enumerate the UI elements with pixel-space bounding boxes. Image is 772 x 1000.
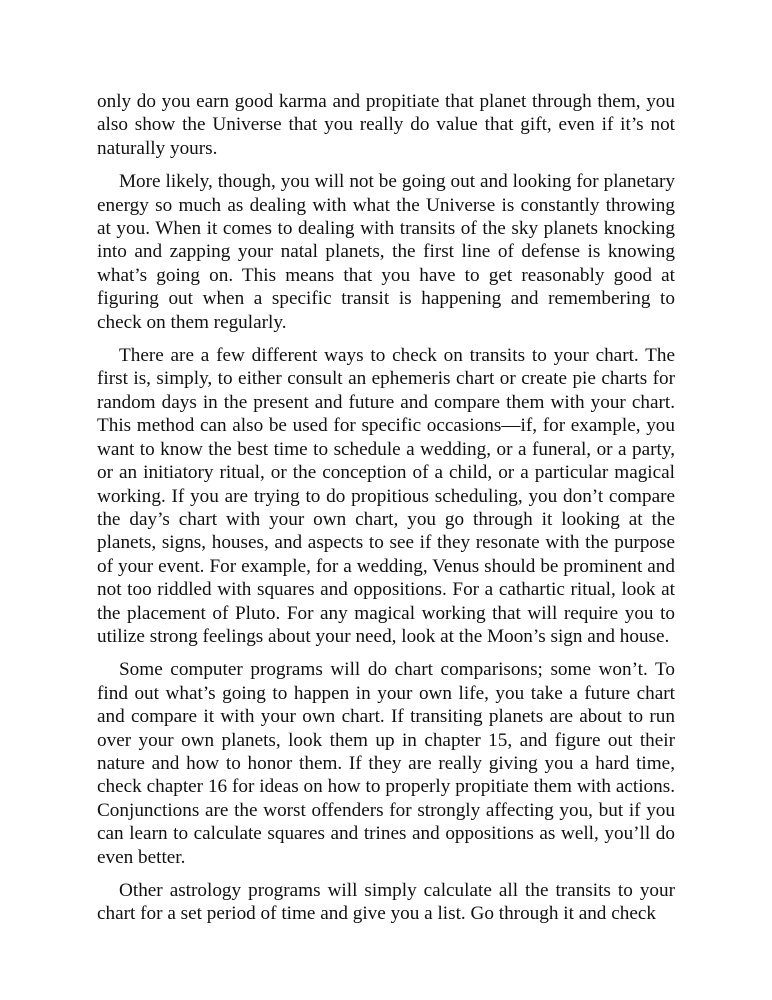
paragraph-planetary-energy: More likely, though, you will not be going out and looking for planetary energy so much as dealing with what the Universe is constantly throwing at you. When it comes to dealing with transits of the sky planets knocking into and zapping your natal planets, the first line of defense is knowing what’s going on. This means that you have to get reasonably good at figuring out when a specific transit is happening and remembering to check on them regularly. <box>97 171 675 333</box>
paragraph-chart-comparisons: Some computer programs will do chart comparisons; some won’t. To find out what’s going to happen in your own life, you take a future chart and compare it with your own chart. If transiting planets are about to run over your own planets, look them up in chapter 15, and figure out their nature and how to honor them. If they are really giving you a hard time, check chapter 16 for ideas on how to properly propitiate them with actions. Conjunctions are the worst offenders for strongly affecting you, but if you can learn to calculate squares and trines and oppositions as well, you’ll do even better. <box>97 659 675 868</box>
page-body <box>97 90 675 936</box>
paragraph-continuation: only do you earn good karma and propitiate that planet through them, you also show the Universe that you really do value that gift, even if it’s not naturally yours. <box>97 91 675 159</box>
paragraph-astrology-programs: Other astrology programs will simply calculate all the transits to your chart for a set period of time and give you a list. Go through it and check <box>97 880 675 925</box>
paragraph-checking-transits: There are a few different ways to check on transits to your chart. The first is, simply, to either consult an ephemeris chart or create pie charts for random days in the present and future and compare them with your chart. This method can also be used for specific occasions—if, for example, you want to know the best time to schedule a wedding, or a funeral, or a party, or an initiatory ritual, or the conception of a child, or a particular magical working. If you are trying to do propitious scheduling, you don’t compare the day’s chart with your own chart, you go through it looking at the planets, signs, houses, and aspects to see if they resonate with the purpose of your event. For example, for a wedding, Venus should be prominent and not too riddled with squares and oppositions. For a cathartic ritual, look at the placement of Pluto. For any magical working that will require you to utilize strong feelings about your need, look at the Moon’s sign and house. <box>97 345 675 647</box>
